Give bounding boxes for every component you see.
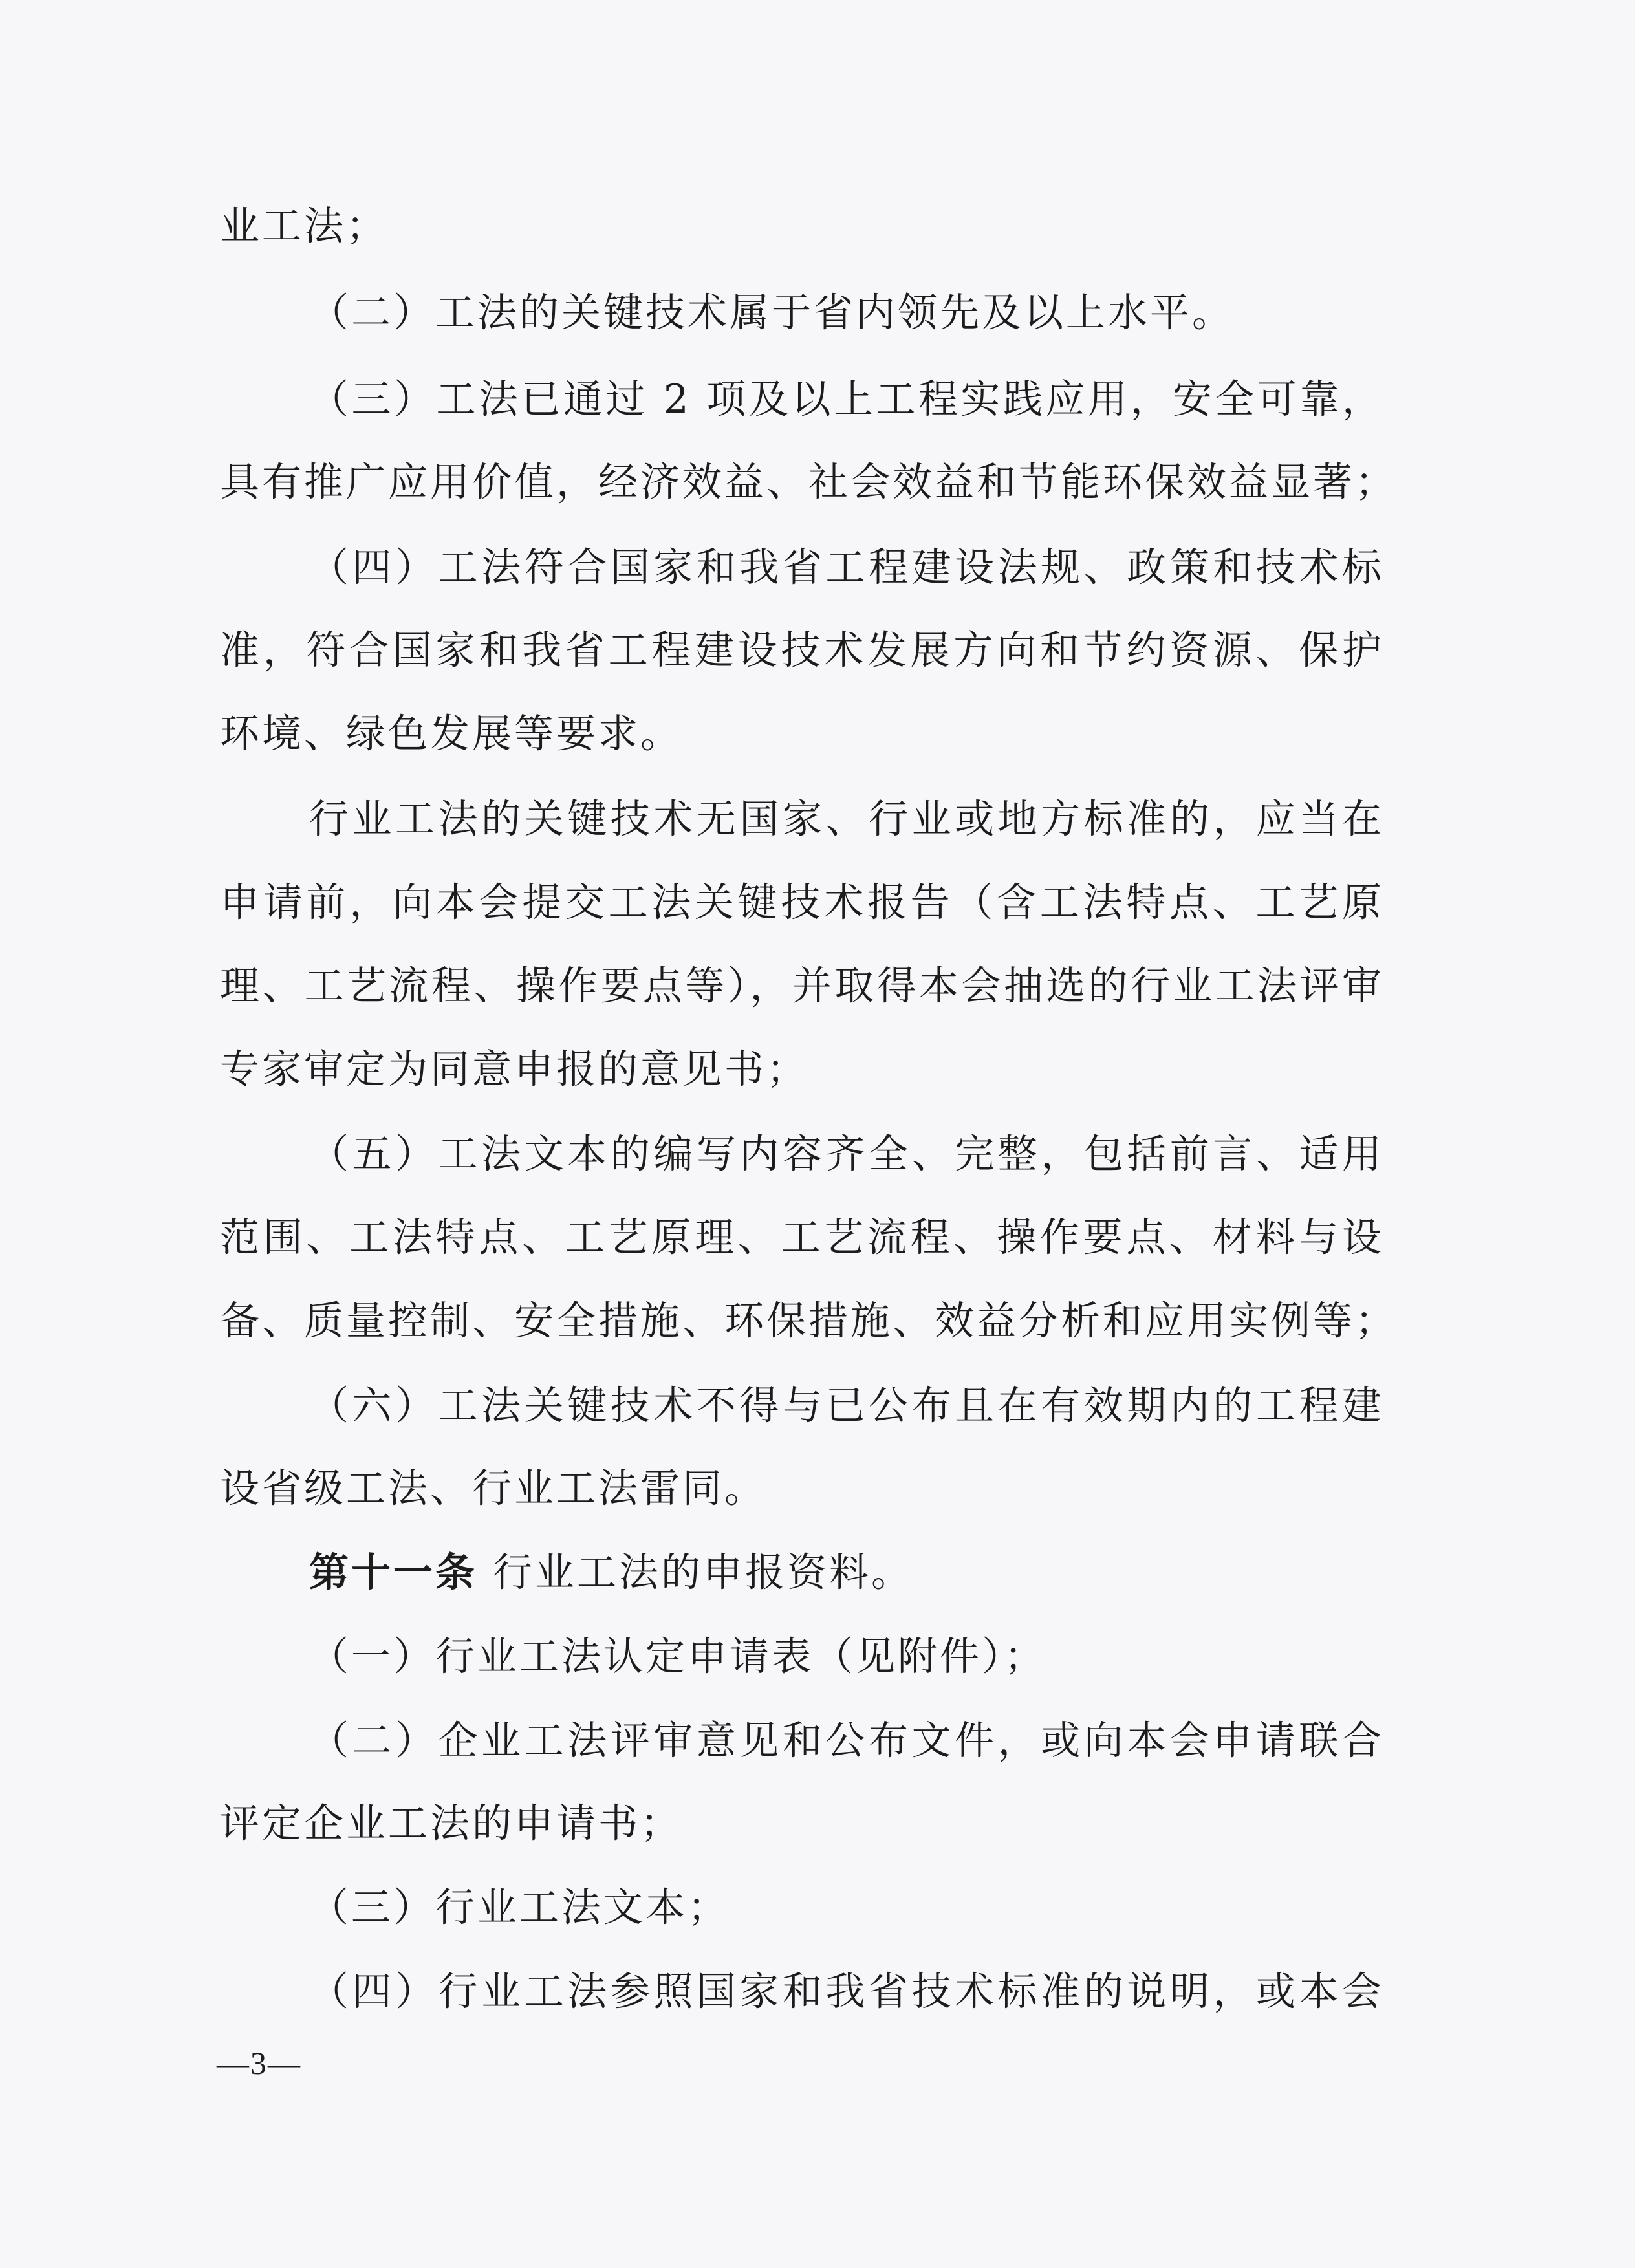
page-number: —3—: [217, 2045, 301, 2081]
text-line: （五）工法文本的编写内容齐全、完整，包括前言、适用: [309, 1131, 1384, 1177]
text-line: 行业工法的关键技术无国家、行业或地方标准的，应当在: [309, 796, 1384, 842]
text-line: （六）工法关键技术不得与已公布且在有效期内的工程建: [309, 1383, 1384, 1429]
text-line: 备、质量控制、安全措施、环保措施、效益分析和应用实例等；: [220, 1298, 1398, 1344]
text-line: （四）行业工法参照国家和我省技术标准的说明，或本会: [309, 1969, 1384, 2014]
text-line: 评定企业工法的申请书；: [220, 1800, 683, 1846]
text-line: （四）工法符合国家和我省工程建设法规、政策和技术标: [309, 545, 1384, 590]
article-heading: [309, 1547, 1384, 1599]
text-line: 业工法；: [220, 203, 389, 249]
text-line: （三）工法已通过 2 项及以上工程实践应用，安全可靠，: [309, 376, 1384, 422]
text-line: 准，符合国家和我省工程建设技术发展方向和节约资源、保护: [220, 627, 1384, 673]
article-number: 第十一条: [309, 1550, 478, 1595]
article-text: 行业工法的申报资料。: [493, 1550, 914, 1595]
text-line: （三）行业工法文本；: [309, 1885, 730, 1930]
text-line: 环境、绿色发展等要求。: [220, 711, 683, 757]
text-line: 范围、工法特点、工艺原理、工艺流程、操作要点、材料与设: [220, 1215, 1384, 1260]
text-line: （二）企业工法评审意见和公布文件，或向本会申请联合: [309, 1718, 1384, 1764]
text-line: 具有推广应用价值，经济效益、社会效益和节能环保效益显著；: [220, 459, 1398, 505]
text-line: （一）行业工法认定申请表（见附件）；: [309, 1634, 1046, 1679]
text-line: 理、工艺流程、操作要点等），并取得本会抽选的行业工法评审: [220, 963, 1384, 1009]
text-line: 专家审定为同意申报的意见书；: [220, 1046, 809, 1092]
text-line: （二）工法的关键技术属于省内领先及以上水平。: [309, 290, 1235, 336]
text-line: 申请前，向本会提交工法关键技术报告（含工法特点、工艺原: [220, 880, 1384, 925]
text-line: 设省级工法、行业工法雷同。: [220, 1465, 767, 1511]
